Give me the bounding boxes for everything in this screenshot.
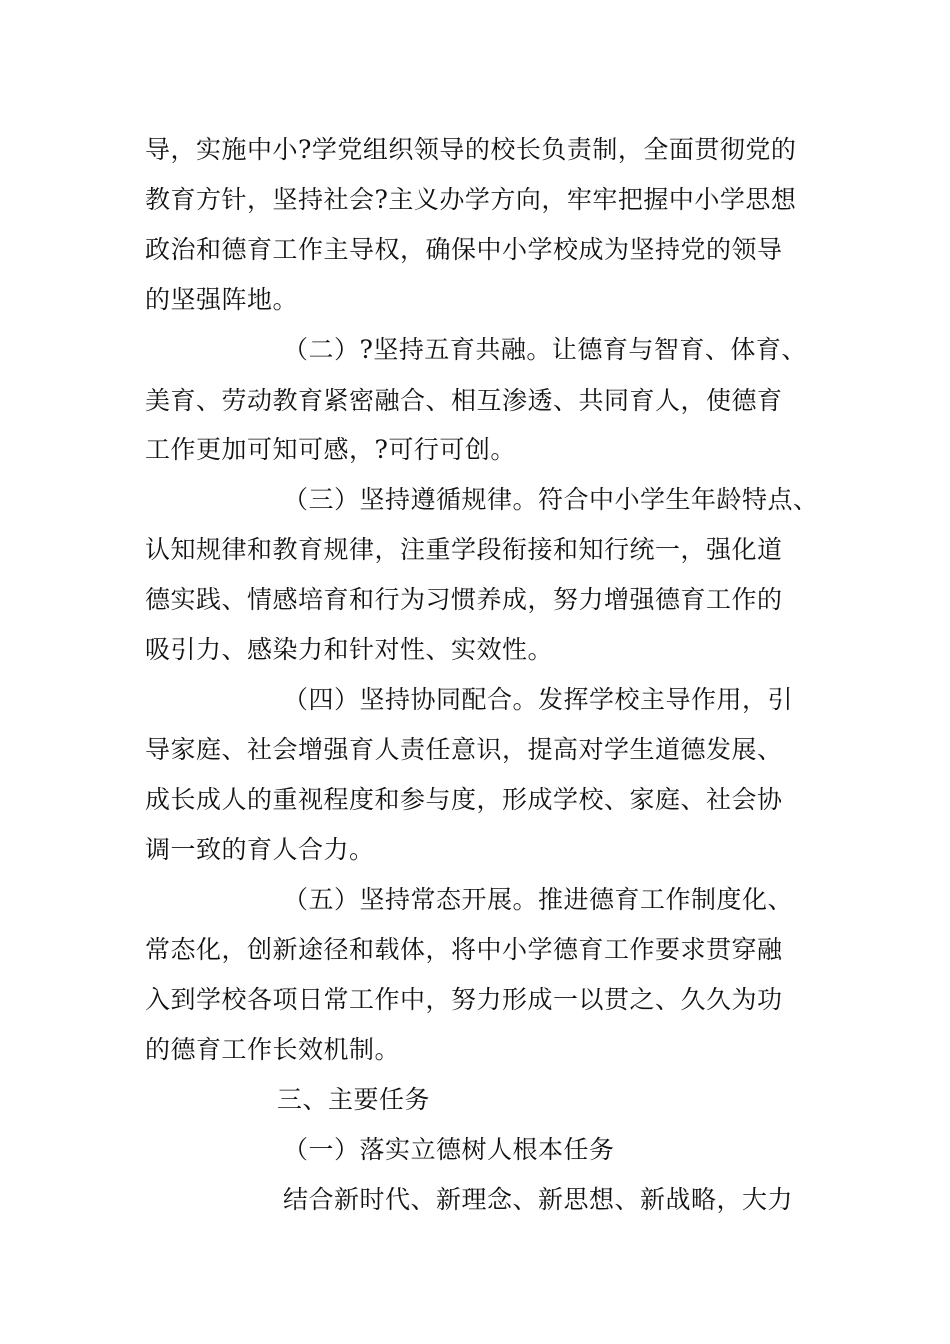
paragraph-line: 导家庭、社会增强育人责任意识，提高对学生道德发展、	[145, 735, 783, 764]
paragraph-line: 入到学校各项日常工作中，努力形成一以贯之、久久为功	[145, 985, 783, 1014]
paragraph-line: 的德育工作长效机制。	[145, 1035, 401, 1064]
paragraph-line: 结合新时代、新理念、新思想、新战略，大力	[283, 1185, 794, 1214]
paragraph-line: （二）?坚持五育共融。让德育与智育、体育、	[283, 335, 807, 364]
paragraph-line: 吸引力、感染力和针对性、实效性。	[145, 635, 554, 664]
paragraph-line: （四）坚持协同配合。发挥学校主导作用，引	[283, 685, 794, 714]
paragraph-line: 美育、劳动教育紧密融合、相互渗透、共同育人，使德育	[145, 386, 783, 415]
paragraph-line: 德实践、情感培育和行为习惯养成，努力增强德育工作的	[145, 585, 783, 614]
paragraph-line: （五）坚持常态开展。推进德育工作制度化、	[283, 885, 794, 914]
paragraph-line: 认知规律和教育规律，注重学段衔接和知行统一，强化道	[145, 535, 783, 564]
paragraph-line: 教育方针，坚持社会?主义办学方向，牢牢把握中小学思想	[145, 185, 797, 214]
section-heading: 三、主要任务	[277, 1085, 431, 1114]
paragraph-line: （三）坚持遵循规律。符合中小学生年龄特点、	[283, 485, 819, 514]
paragraph-line: 成长成人的重视程度和参与度，形成学校、家庭、社会协	[145, 785, 783, 814]
paragraph-line: 政治和德育工作主导权，确保中小学校成为坚持党的领导	[145, 235, 783, 264]
paragraph-line: 的坚强阵地。	[145, 285, 299, 314]
paragraph-line: 调一致的育人合力。	[145, 835, 375, 864]
subsection-heading: （一）落实立德树人根本任务	[283, 1135, 615, 1164]
paragraph-line: 常态化，创新途径和载体，将中小学德育工作要求贯穿融	[145, 935, 783, 964]
paragraph-line: 工作更加可知可感，?可行可创。	[145, 435, 516, 464]
paragraph-line: 导，实施中小?学党组织领导的校长负责制，全面贯彻党的	[145, 135, 797, 164]
